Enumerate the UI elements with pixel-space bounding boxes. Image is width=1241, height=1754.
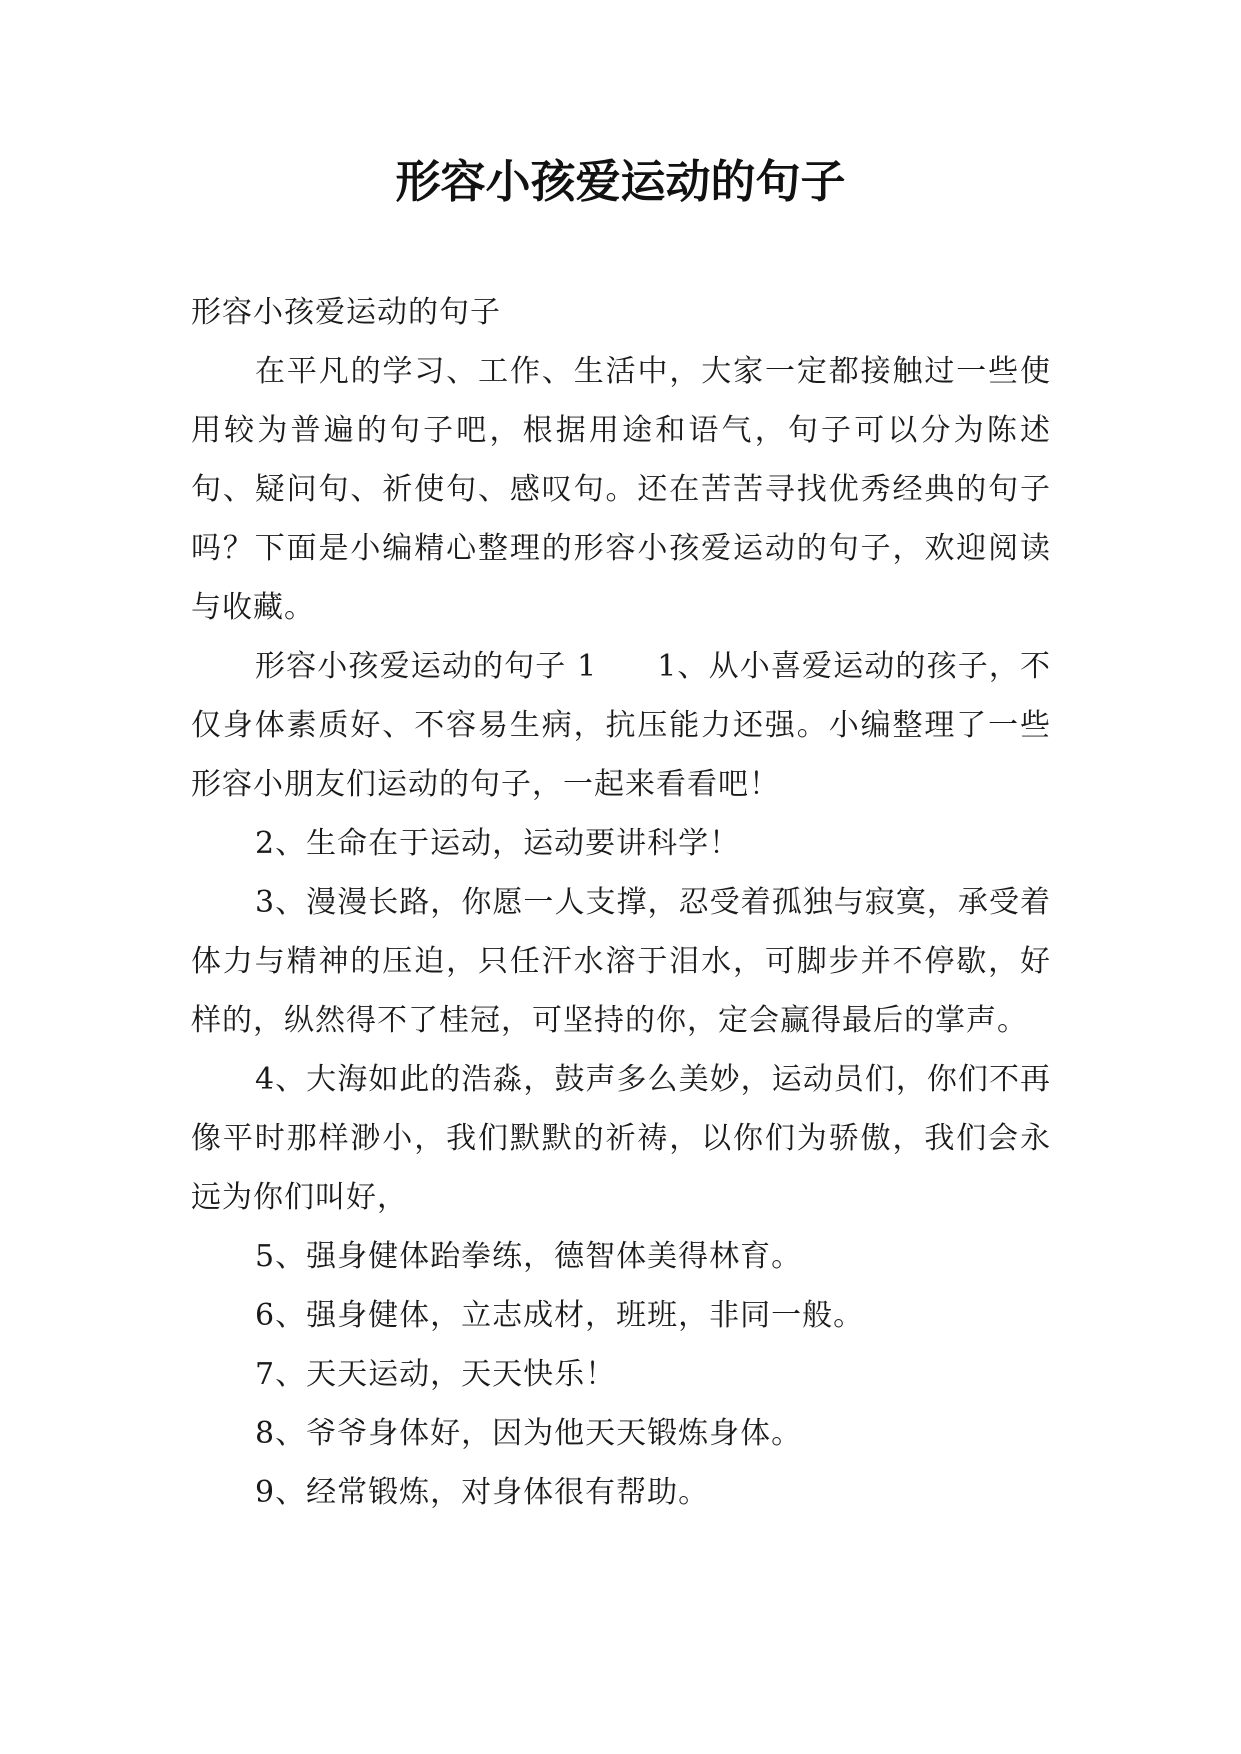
list-item: 2、生命在于运动，运动要讲科学！ bbox=[255, 826, 741, 861]
list-item: 8、爷爷身体好，因为他天天锻炼身体。 bbox=[255, 1416, 803, 1451]
section-heading: 形容小孩爱运动的句子 1 bbox=[255, 649, 598, 684]
list-item: 5、强身健体跆拳练，德智体美得林育。 bbox=[255, 1239, 803, 1274]
list-item: 3、漫漫长路，你愿一人支撑，忍受着孤独与寂寞，承受着体力与精神的压迫，只任汗水溶于泪水，可脚步并不停歇，好样的，纵然得不了桂冠，可坚持的你，定会赢得最后的掌声。 bbox=[191, 885, 1051, 1038]
document-subtitle: 形容小孩爱运动的句子 bbox=[191, 295, 501, 330]
intro-paragraph: 在平凡的学习、工作、生活中，大家一定都接触过一些使用较为普遍的句子吧，根据用途和语气，句子可以分为陈述句、疑问句、祈使句、感叹句。还在苦苦寻找优秀经典的句子吗？下面是小编精心整理的形容小孩爱运动的句子，欢迎阅读与收藏。 bbox=[191, 354, 1051, 625]
list-item: 9、经常锻炼，对身体很有帮助。 bbox=[255, 1475, 710, 1510]
section-paragraph bbox=[191, 637, 1051, 814]
list-item: 7、天天运动，天天快乐！ bbox=[255, 1357, 617, 1392]
list-item: 6、强身健体，立志成材，班班，非同一般。 bbox=[255, 1298, 865, 1333]
list-item: 1、从小喜爱运动的孩子，不仅身体素质好、不容易生病，抗压能力还强。小编整理了一些形容小朋友们运动的句子，一起来看看吧！ bbox=[191, 649, 1052, 802]
list-item: 4、大海如此的浩淼，鼓声多么美妙，运动员们，你们不再像平时那样渺小，我们默默的祈祷，以你们为骄傲，我们会永远为你们叫好， bbox=[191, 1062, 1051, 1215]
document-title: 形容小孩爱运动的句子 bbox=[395, 155, 846, 208]
document-body bbox=[191, 283, 1051, 1522]
